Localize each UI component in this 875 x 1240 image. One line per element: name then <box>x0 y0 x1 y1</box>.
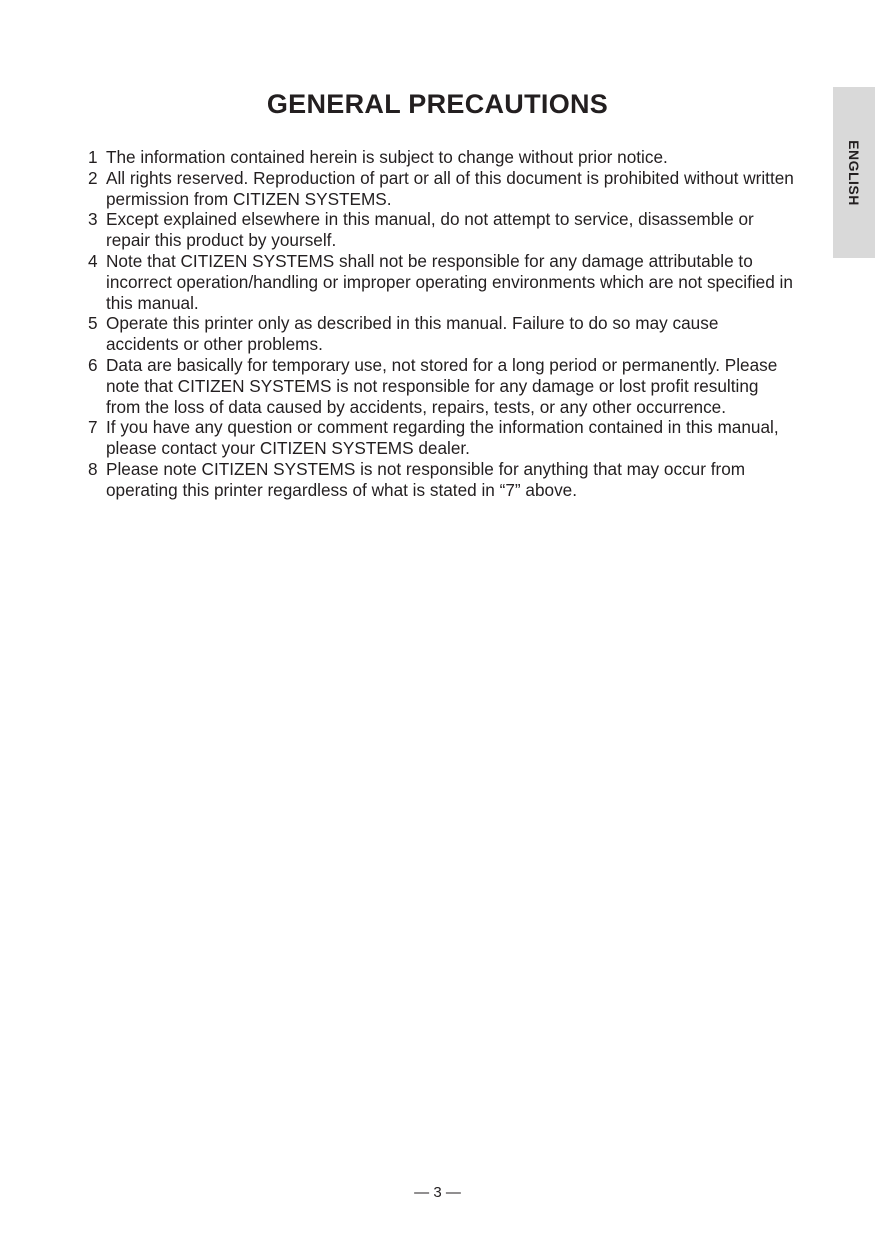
precaution-text: The information contained herein is subject to change without prior notice. <box>106 147 668 167</box>
precaution-item-5 <box>84 313 794 355</box>
precaution-text: Data are basically for temporary use, not stored for a long period or permanently. Please note that CITIZEN SYSTEMS is not responsible for any damage or lost profit resulting from the loss of data caused by accidents, repairs, tests, or any other occurrence. <box>106 354 778 417</box>
precaution-text: Please note CITIZEN SYSTEMS is not responsible for anything that may occur from operating this printer regardless of what is stated in “7” above. <box>106 458 746 500</box>
language-tab-label: ENGLISH <box>846 139 862 206</box>
precaution-number: 6 <box>88 354 98 375</box>
precaution-text: Except explained elsewhere in this manual, do not attempt to service, disassemble or repair this product by yourself. <box>106 209 754 251</box>
page-title: GENERAL PRECAUTIONS <box>266 89 609 119</box>
precaution-text: Note that CITIZEN SYSTEMS shall not be responsible for any damage attributable to incorrect operation/handling or improper operating environments which are not specified in this manual. <box>106 250 793 313</box>
precaution-number: 1 <box>88 147 98 167</box>
precaution-item-8 <box>84 459 794 501</box>
precaution-item-1 <box>84 147 794 168</box>
precaution-number: 7 <box>88 417 98 438</box>
precaution-item-6 <box>84 355 794 417</box>
precaution-item-3 <box>84 209 794 251</box>
precaution-text: If you have any question or comment regarding the information contained in this manual, please contact your CITIZEN SYSTEMS dealer. <box>106 417 779 459</box>
page-number: — 3 — <box>414 1184 461 1201</box>
precaution-item-7 <box>84 417 794 459</box>
precautions-list <box>84 147 794 501</box>
precaution-number: 2 <box>88 167 98 188</box>
precaution-text: Operate this printer only as described in this manual. Failure to do so may cause accidents or other problems. <box>106 313 719 355</box>
precaution-number: 3 <box>88 209 98 230</box>
precaution-number: 8 <box>88 458 98 479</box>
precaution-number: 4 <box>88 250 98 271</box>
precaution-item-2 <box>84 168 794 210</box>
precaution-number: 5 <box>88 313 98 334</box>
language-tab <box>833 87 875 258</box>
precaution-text: All rights reserved. Reproduction of part or all of this document is prohibited without written permission from CITIZEN SYSTEMS. <box>106 167 794 209</box>
precaution-item-4 <box>84 251 794 313</box>
